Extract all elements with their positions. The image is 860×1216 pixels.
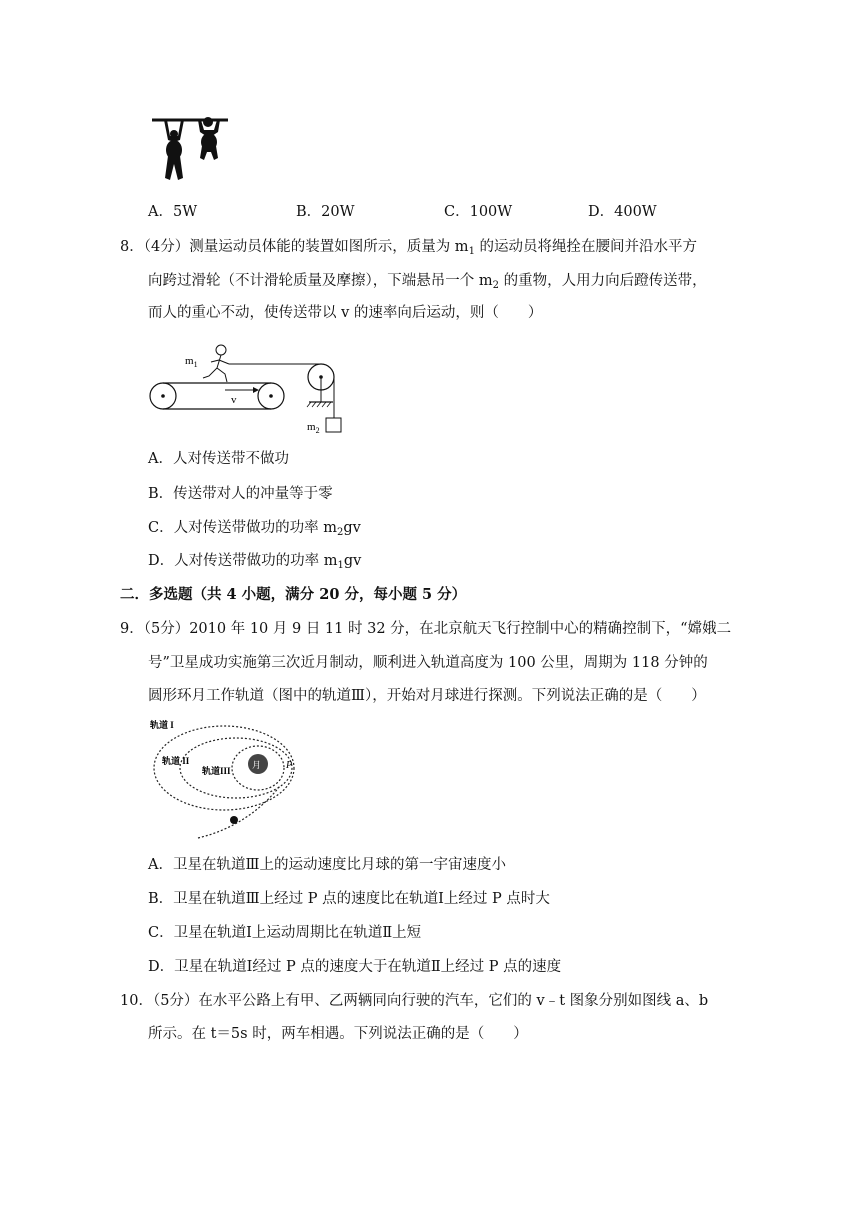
q7-option-a: A．5W bbox=[148, 204, 198, 220]
moon-label: 月 bbox=[252, 760, 262, 770]
q8-stem-line-2 bbox=[148, 271, 707, 291]
q9-option-b: B．卫星在轨道Ⅲ上经过 P 点的速度比在轨道Ⅰ上经过 P 点时大 bbox=[148, 891, 550, 907]
p-label: P bbox=[286, 760, 293, 771]
q7-options bbox=[148, 202, 657, 222]
q8-stem-text: 向跨过滑轮（不计滑轮质量及摩擦），下端悬吊一个 m bbox=[148, 273, 493, 289]
q8-subscript: 2 bbox=[492, 280, 499, 291]
q10-stem-line-2: 所示。在 t＝5s 时，两车相遇。下列说法正确的是（ ） bbox=[148, 1026, 528, 1042]
q9-option-c: C．卫星在轨道Ⅰ上运动周期比在轨道Ⅱ上短 bbox=[148, 925, 422, 941]
q8-option-a: A．人对传送带不做功 bbox=[148, 451, 289, 467]
q8-option-c-text: gv bbox=[343, 520, 361, 536]
orbit-1-label: 轨道 I bbox=[150, 720, 174, 730]
q7-option-d: D．400W bbox=[588, 204, 657, 220]
orbit-3-label: 轨道III bbox=[202, 766, 231, 776]
q8-stem-text: 的运动员将绳拴在腰间并沿水平方 bbox=[474, 239, 698, 255]
q7-option-c: C．100W bbox=[444, 204, 513, 220]
q8-option-c-text: C．人对传送带做功的功率 m bbox=[148, 520, 337, 536]
v-label: v bbox=[231, 394, 237, 406]
orbit-figure bbox=[148, 716, 298, 840]
q8-stem-text: 而人的重心不动，使传送带以 v 的速率向后运动，则（ ） bbox=[148, 305, 543, 321]
q9-option-a: A．卫星在轨道Ⅲ上的运动速度比月球的第一宇宙速度小 bbox=[148, 857, 506, 873]
section-heading: 二．多选题（共 4 小题，满分 20 分，每小题 5 分） bbox=[120, 586, 467, 603]
q9-option-d: D．卫星在轨道Ⅰ经过 P 点的速度大于在轨道Ⅱ上经过 P 点的速度 bbox=[148, 959, 562, 975]
q9-stem-line-2: 号”卫星成功实施第三次近月制动，顺利进入轨道高度为 100 公里，周期为 118 分钟的 bbox=[148, 655, 708, 671]
q8-option-d bbox=[148, 551, 361, 571]
q8-stem-line-1 bbox=[120, 237, 697, 257]
q8-subscript: 1 bbox=[468, 246, 475, 257]
conveyor-figure bbox=[145, 336, 355, 438]
q8-stem-text: 的重物，人用力向后蹬传送带， bbox=[498, 273, 707, 289]
q7-option-b: B．20W bbox=[296, 204, 355, 220]
m1-label: $m_1$ bbox=[185, 355, 198, 369]
q10-stem-line-1: 10．（5分）在水平公路上有甲、乙两辆同向行驶的汽车，它们的 v﹣t 图象分别如图线 a、b bbox=[120, 993, 709, 1009]
pullup-figure bbox=[150, 112, 230, 187]
q8-subscript: 2 bbox=[336, 527, 344, 538]
q9-stem-line-1: 9．（5分）2010 年 10 月 9 日 11 时 32 分，在北京航天飞行控制中心的精确控制下，“嫦娥二 bbox=[120, 621, 732, 637]
m2-label: $m_2$ bbox=[307, 421, 320, 435]
q8-option-d-text: D．人对传送带做功的功率 m bbox=[148, 553, 338, 569]
q8-option-d-text: gv bbox=[343, 553, 362, 569]
q8-stem-line-3 bbox=[148, 303, 542, 323]
q8-subscript: 1 bbox=[337, 560, 344, 571]
q9-stem-line-3: 圆形环月工作轨道（图中的轨道Ⅲ），开始对月球进行探测。下列说法正确的是（ ） bbox=[148, 688, 706, 704]
q8-option-c bbox=[148, 518, 361, 538]
q8-stem-text: 8．（4分）测量运动员体能的装置如图所示，质量为 m bbox=[120, 239, 469, 255]
q8-option-b: B．传送带对人的冲量等于零 bbox=[148, 486, 333, 502]
orbit-2-label: 轨道 II bbox=[162, 756, 190, 766]
